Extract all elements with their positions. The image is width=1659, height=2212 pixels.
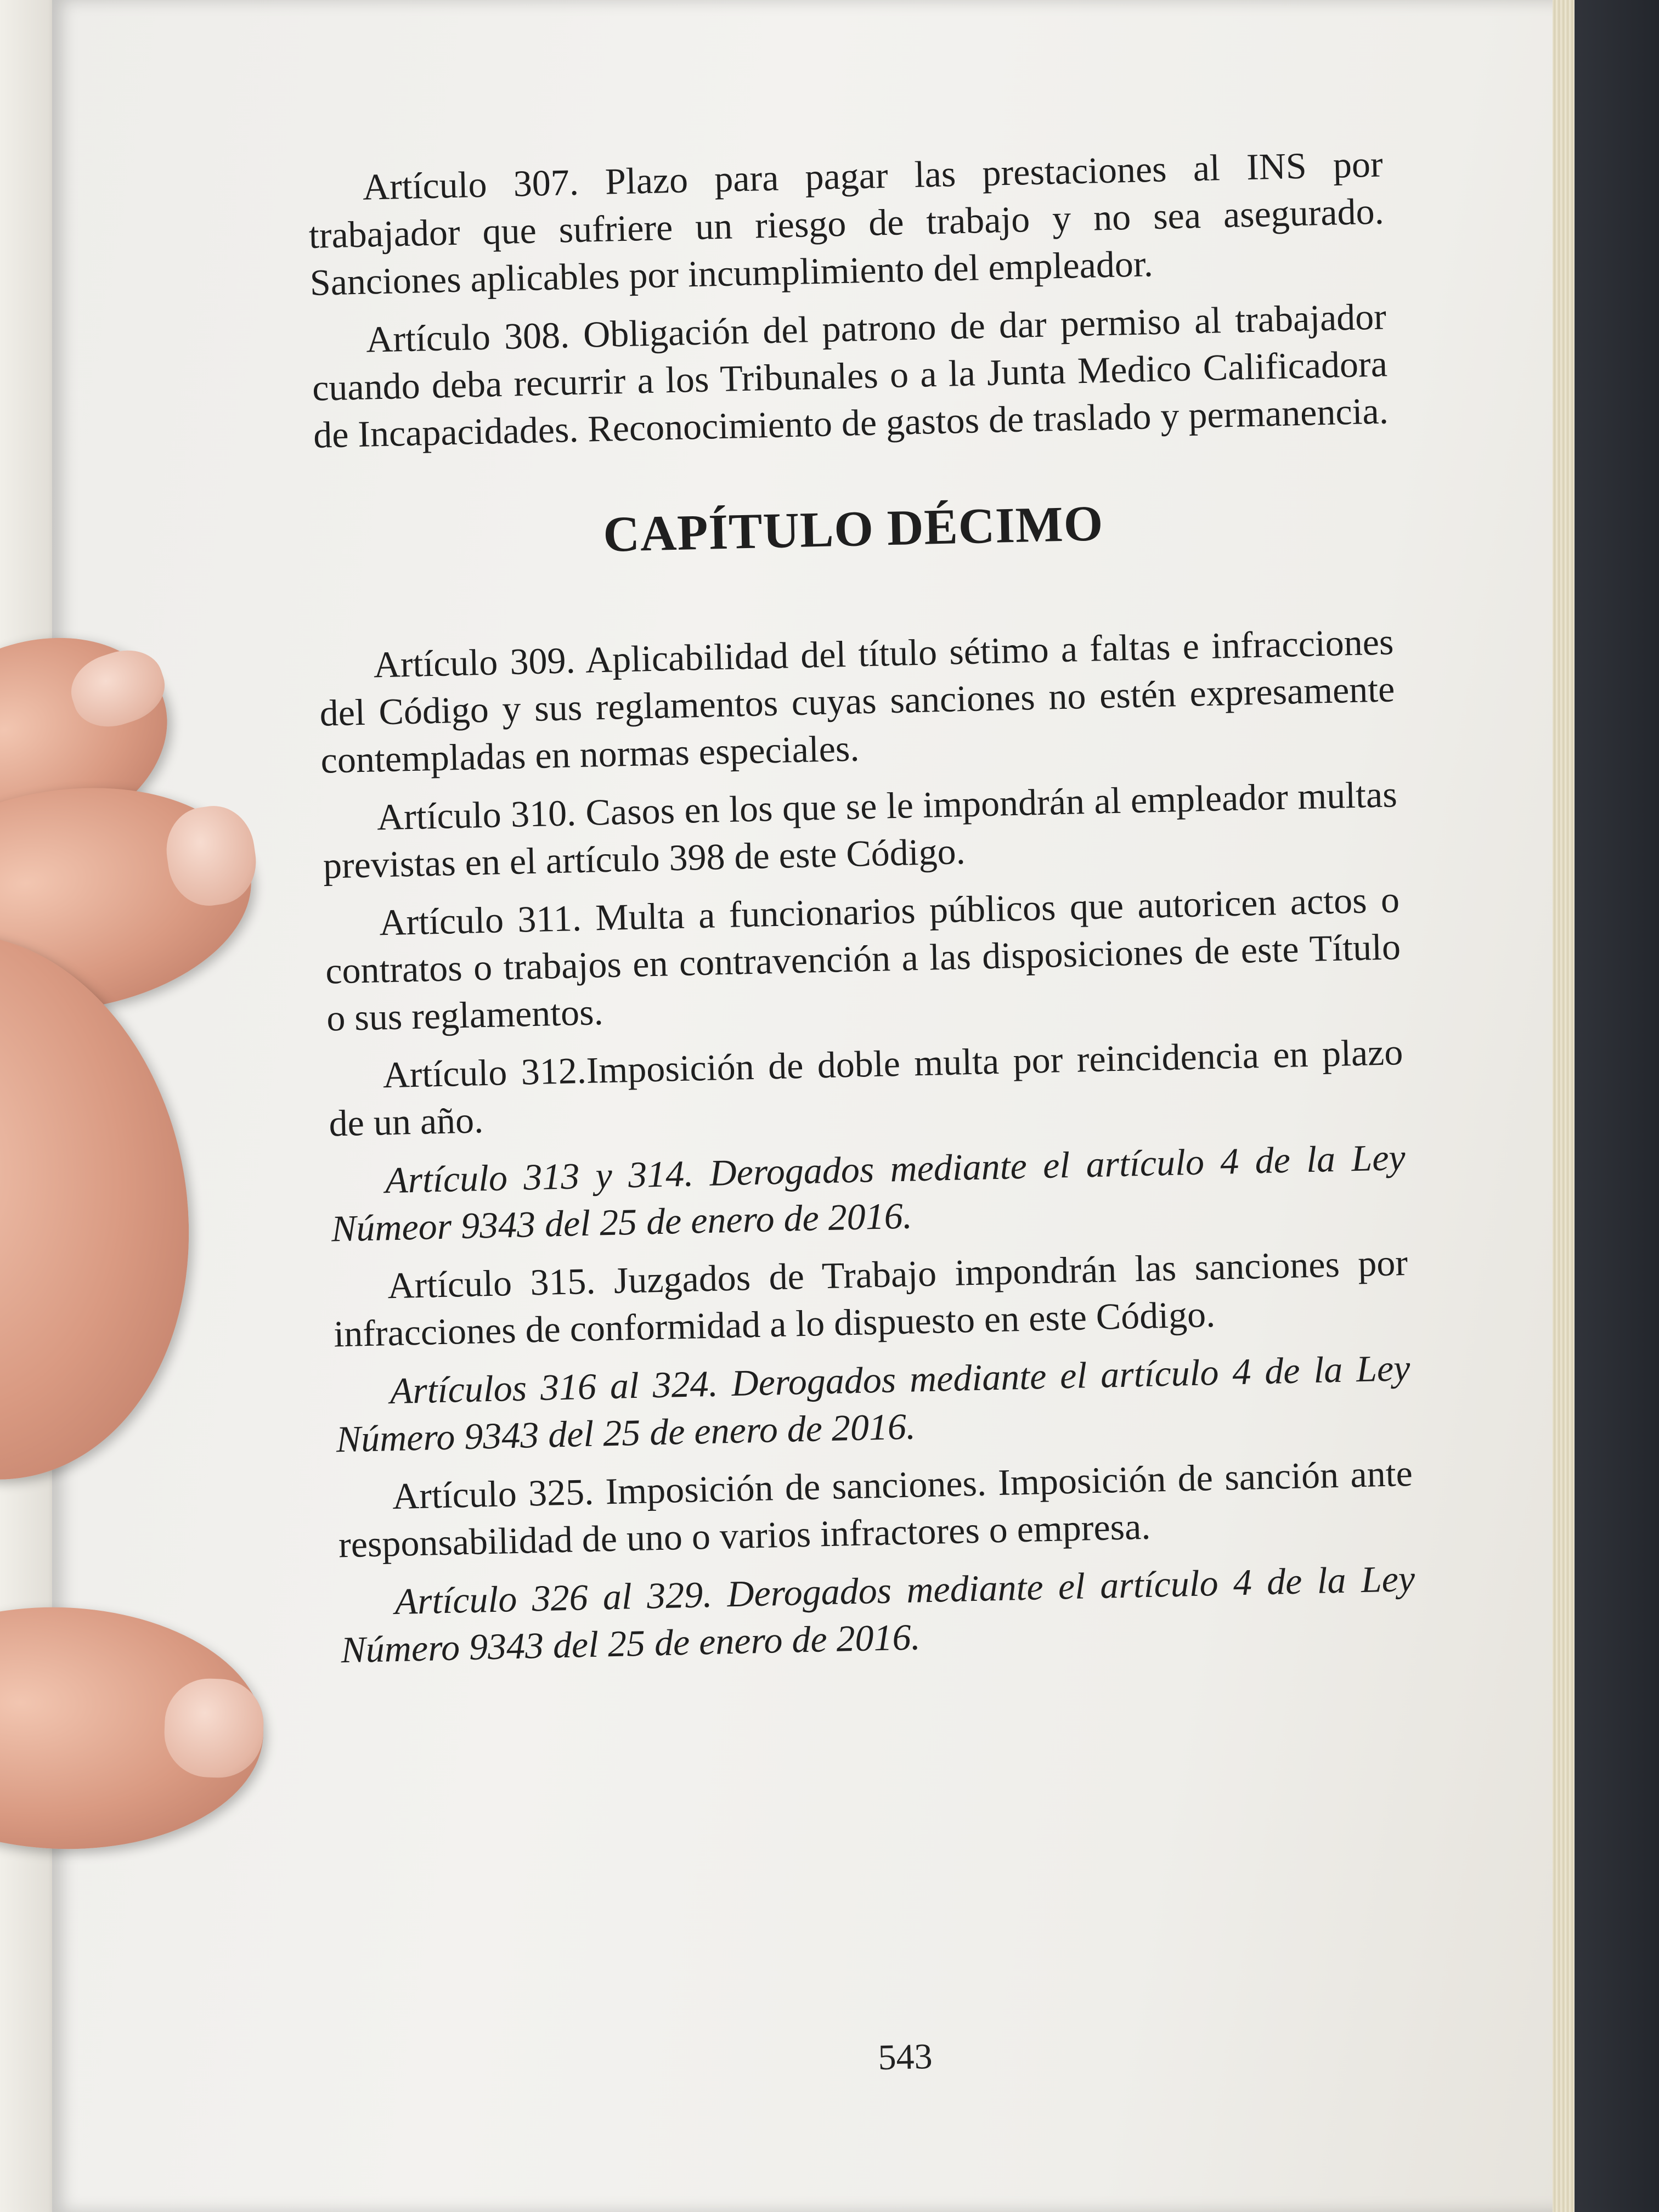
article-312: Artículo 312.Imposición de doble multa por reincidencia en plazo de un año. [328, 1031, 1404, 1144]
article-307: Artículo 307. Plazo para pagar las prestaciones al INS por trabajador que sufriere un riesgo de trabajo y no sea asegurado. Sanciones aplicables por incumplimiento del empleador. [308, 143, 1385, 303]
article-310: Artículo 310. Casos en los que se le impondrán al empleador multas previstas en el artículo 398 de este Código. [323, 773, 1398, 887]
article-316-324: Artículos 316 al 324. Derogados mediante el artículo 4 de la Ley Número 9343 del 25 de enero de 2016. [335, 1346, 1411, 1460]
article-309: Artículo 309. Aplicabilidad del título sétimo a faltas e infracciones del Código y sus reglamentos cuyas sanciones no estén expresamente contempladas en normas especiales. [319, 620, 1396, 781]
thumbnail-lower [163, 1677, 265, 1779]
article-326-329: Artículo 326 al 329. Derogados mediante el artículo 4 de la Ley Número 9343 del 25 de enero de 2016. [340, 1557, 1415, 1671]
article-311: Artículo 311. Multa a funcionarios públicos que autoricen actos o contratos o trabajos en contravención a las disposiciones de este Título o sus reglamentos. [325, 878, 1401, 1039]
article-315: Artículo 315. Juzgados de Trabajo impondrán las sanciones por infracciones de conformidad a lo dispuesto en este Código. [333, 1242, 1408, 1355]
page-stack-edge [1553, 0, 1575, 2212]
article-313-314: Artículo 313 y 314. Derogados mediante el artículo 4 de la Ley Númeor 9343 del 25 de enero de 2016. [331, 1136, 1406, 1250]
article-325: Artículo 325. Imposición de sanciones. Imposición de sanción ante responsabilidad de uno o varios infractores o empresa. [338, 1452, 1413, 1566]
article-308: Artículo 308. Obligación del patrono de dar permiso al trabajador cuando deba recurrir a los Tribunales o a la Junta Medico Calificadora de Incapacidades. Reconocimiento de gastos de traslado y permanencia. [312, 295, 1389, 456]
chapter-title: CAPÍTULO DÉCIMO [602, 495, 1104, 562]
page-text-block [307, 140, 1417, 1685]
page-number: 543 [877, 2036, 933, 2078]
